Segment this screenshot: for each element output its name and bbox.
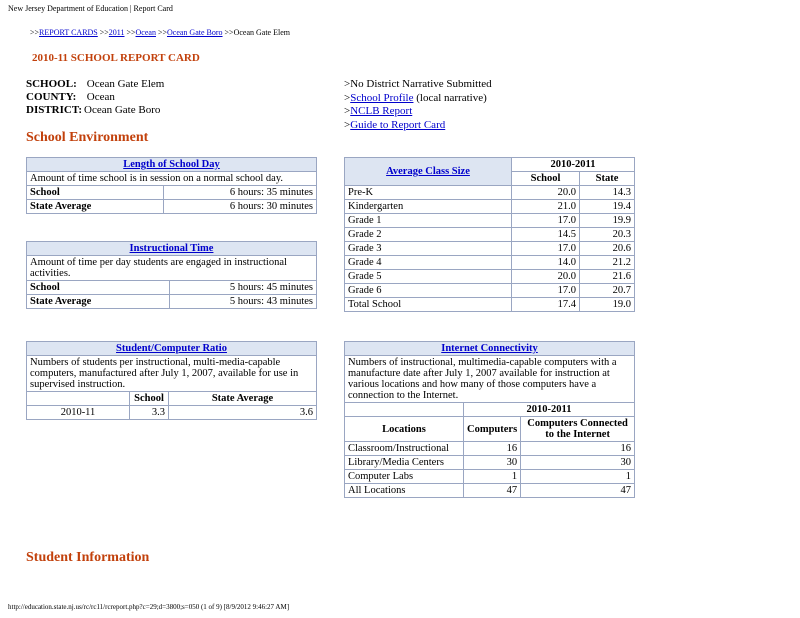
table-row <box>345 470 635 484</box>
link-prefix: > <box>344 91 351 104</box>
narrative-note: >No District Narrative Submitted <box>344 78 492 90</box>
table-row <box>345 186 635 200</box>
table-header <box>345 342 635 356</box>
table-row <box>345 484 635 498</box>
breadcrumb-separator: >> <box>126 28 136 37</box>
table-row <box>345 442 635 456</box>
grade-label: Grade 5 <box>345 270 512 284</box>
school-class-size: 17.0 <box>512 284 580 298</box>
state-class-size: 21.6 <box>579 270 634 284</box>
row-label: School <box>27 186 164 200</box>
link-prefix: > <box>344 105 351 117</box>
grade-label: Grade 3 <box>345 242 512 256</box>
breadcrumb-current-school: Ocean Gate Elem <box>233 28 290 37</box>
side-links <box>344 78 492 132</box>
col-state-header: State <box>579 172 634 186</box>
state-class-size: 19.4 <box>579 200 634 214</box>
blank-cell <box>27 392 130 406</box>
row-label: State Average <box>27 295 170 309</box>
report-card-title: 2010-11 SCHOOL REPORT CARD <box>32 52 200 64</box>
location-label: All Locations <box>345 484 464 498</box>
computers-count: 47 <box>464 484 521 498</box>
col-state-average-header: State Average <box>169 392 317 406</box>
district-value: Ocean Gate Boro <box>84 104 161 116</box>
breadcrumb-separator: >> <box>30 28 40 37</box>
table-row <box>345 270 635 284</box>
row-value: 5 hours: 43 minutes <box>170 295 317 309</box>
table-description: Amount of time school is in session on a normal school day. <box>27 172 317 186</box>
breadcrumb-district-link[interactable]: Ocean Gate Boro <box>167 28 223 37</box>
page-header-text: New Jersey Department of Education | Report Card <box>8 4 173 13</box>
state-class-size: 20.3 <box>579 228 634 242</box>
state-class-size: 20.7 <box>579 284 634 298</box>
row-value: 6 hours: 35 minutes <box>164 186 317 200</box>
student-information-heading: Student Information <box>26 550 150 565</box>
breadcrumb-separator: >> <box>157 28 167 37</box>
school-environment-heading: School Environment <box>26 130 149 145</box>
blank-cell <box>345 403 464 417</box>
row-label: State Average <box>27 200 164 214</box>
grade-label: Grade 1 <box>345 214 512 228</box>
state-class-size: 21.2 <box>579 256 634 270</box>
table-row <box>345 242 635 256</box>
instructional-time-table <box>26 241 317 309</box>
breadcrumb-county-link[interactable]: Ocean <box>135 28 156 37</box>
table-row <box>27 186 317 200</box>
school-value: Ocean Gate Elem <box>86 78 165 90</box>
col-connected-header: Computers Connected to the Internet <box>521 417 635 442</box>
average-class-size-table <box>344 157 635 312</box>
table-row <box>345 456 635 470</box>
grade-label: Kindergarten <box>345 200 512 214</box>
county-value: Ocean <box>86 91 115 103</box>
school-class-size: 17.4 <box>512 298 580 312</box>
table-description: Numbers of instructional, multimedia-capable computers with a manufacture date after July 1, 2007 available for instruction at various locations and how many of those computers have a connection to the Internet. <box>345 356 635 403</box>
table-row <box>27 406 317 420</box>
grade-label: Grade 4 <box>345 256 512 270</box>
grade-label: Grade 2 <box>345 228 512 242</box>
school-class-size: 21.0 <box>512 200 580 214</box>
state-ratio: 3.6 <box>169 406 317 420</box>
internet-connectivity-table <box>344 341 635 498</box>
state-class-size: 19.0 <box>579 298 634 312</box>
table-description: Amount of time per day students are engaged in instructional activities. <box>27 256 317 281</box>
year-header: 2010-2011 <box>512 158 635 172</box>
district-label: DISTRICT: <box>26 104 83 116</box>
table-row <box>27 281 317 295</box>
school-identity <box>26 78 164 117</box>
school-profile-link[interactable]: School Profile <box>350 91 414 104</box>
grade-label: Pre-K <box>345 186 512 200</box>
school-label: SCHOOL: <box>26 78 77 90</box>
table-row <box>345 256 635 270</box>
grade-label: Total School <box>345 298 512 312</box>
breadcrumb <box>30 28 290 37</box>
table-row <box>27 295 317 309</box>
location-label: Classroom/Instructional <box>345 442 464 456</box>
col-computers-header: Computers <box>464 417 521 442</box>
page-footer-url: http://education.state.nj.us/rc/rc11/rcreport.php?c=29;d=3800;s=050 (1 of 9) [8/9/2012 9:46:27 AM] <box>8 603 290 611</box>
col-school-header: School <box>512 172 580 186</box>
length-of-school-day-table <box>26 157 317 214</box>
link-prefix: > <box>344 118 351 131</box>
row-value: 6 hours: 30 minutes <box>164 200 317 214</box>
col-locations-header: Locations <box>345 417 464 442</box>
grade-label: Grade 6 <box>345 284 512 298</box>
nclb-report-link[interactable]: NCLB Report <box>350 105 413 117</box>
table-row <box>345 228 635 242</box>
computers-count: 16 <box>464 442 521 456</box>
school-class-size: 17.0 <box>512 214 580 228</box>
student-computer-ratio-table <box>26 341 317 420</box>
instructional-time-link[interactable]: Instructional Time <box>129 243 214 254</box>
breadcrumb-separator: >> <box>224 28 234 37</box>
connected-count: 16 <box>521 442 635 456</box>
row-value: 5 hours: 45 minutes <box>170 281 317 295</box>
table-header <box>27 242 317 256</box>
connected-count: 1 <box>521 470 635 484</box>
internet-connectivity-link[interactable]: Internet Connectivity <box>441 343 538 354</box>
table-row <box>345 200 635 214</box>
school-class-size: 20.0 <box>512 270 580 284</box>
computers-count: 30 <box>464 456 521 470</box>
school-ratio: 3.3 <box>130 406 169 420</box>
year-cell: 2010-11 <box>27 406 130 420</box>
table-header <box>27 158 317 172</box>
table-row <box>27 200 317 214</box>
profile-suffix: (local narrative) <box>413 91 487 104</box>
connected-count: 47 <box>521 484 635 498</box>
table-row <box>345 214 635 228</box>
table-row <box>345 298 635 312</box>
table-row <box>345 284 635 298</box>
guide-link[interactable]: Guide to Report Card <box>350 118 446 131</box>
table-header <box>27 342 317 356</box>
table-header <box>345 158 512 186</box>
row-label: School <box>27 281 170 295</box>
breadcrumb-separator: >> <box>99 28 109 37</box>
col-school-header: School <box>130 392 169 406</box>
school-class-size: 20.0 <box>512 186 580 200</box>
state-class-size: 14.3 <box>579 186 634 200</box>
length-of-school-day-link[interactable]: Length of School Day <box>123 159 220 170</box>
state-class-size: 19.9 <box>579 214 634 228</box>
student-computer-ratio-link[interactable]: Student/Computer Ratio <box>116 343 227 354</box>
school-class-size: 14.0 <box>512 256 580 270</box>
location-label: Library/Media Centers <box>345 456 464 470</box>
school-class-size: 14.5 <box>512 228 580 242</box>
state-class-size: 20.6 <box>579 242 634 256</box>
breadcrumb-report-cards-link[interactable]: REPORT CARDS <box>39 28 98 37</box>
table-description: Numbers of students per instructional, multi-media-capable computers, manufactured after July 1, 2007, available for use in supervised instruction. <box>27 356 317 392</box>
location-label: Computer Labs <box>345 470 464 484</box>
connected-count: 30 <box>521 456 635 470</box>
year-header: 2010-2011 <box>464 403 635 417</box>
county-label: COUNTY: <box>26 91 77 103</box>
computers-count: 1 <box>464 470 521 484</box>
average-class-size-link[interactable]: Average Class Size <box>386 166 470 177</box>
school-class-size: 17.0 <box>512 242 580 256</box>
breadcrumb-year-link[interactable]: 2011 <box>108 28 125 37</box>
